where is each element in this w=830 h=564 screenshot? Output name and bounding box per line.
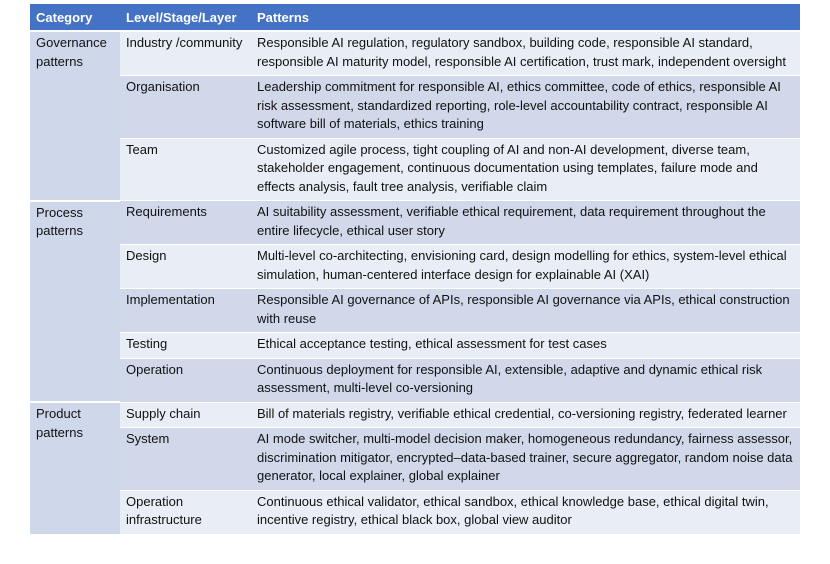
patterns-table <box>30 4 800 534</box>
level-cell: Organisation <box>120 76 251 139</box>
patterns-cell: Continuous ethical validator, ethical sandbox, ethical knowledge base, ethical digital twin, incentive registry, ethical black box, global view auditor <box>251 490 800 534</box>
table-row <box>30 402 800 428</box>
category-product: Product patterns <box>30 402 120 534</box>
table-row <box>30 358 800 402</box>
level-cell: Design <box>120 245 251 289</box>
table-header-row <box>30 4 800 31</box>
level-cell: Requirements <box>120 201 251 245</box>
level-cell: Testing <box>120 333 251 359</box>
table-row <box>30 245 800 289</box>
table-row <box>30 289 800 333</box>
patterns-cell: Continuous deployment for responsible AI, extensible, adaptive and dynamic ethical risk assessment, multi-level co-versioning <box>251 358 800 402</box>
patterns-cell: Bill of materials registry, verifiable ethical credential, co-versioning registry, federated learner <box>251 402 800 428</box>
header-category: Category <box>30 4 120 31</box>
table-row <box>30 138 800 201</box>
table-row <box>30 201 800 245</box>
level-cell: Industry /community <box>120 31 251 76</box>
patterns-cell: Multi-level co-architecting, envisioning card, design modelling for ethics, system-level ethical simulation, human-centered interface design for explainable AI (XAI) <box>251 245 800 289</box>
level-cell: Team <box>120 138 251 201</box>
patterns-cell: AI suitability assessment, verifiable ethical requirement, data requirement throughout the entire lifecycle, ethical user story <box>251 201 800 245</box>
patterns-cell: AI mode switcher, multi-model decision maker, homogeneous redundancy, fairness assessor, discrimination mitigator, encrypted–data-based trainer, secure aggregator, random noise data generator, local explainer, global explainer <box>251 428 800 491</box>
table-row <box>30 428 800 491</box>
level-cell: System <box>120 428 251 491</box>
header-level: Level/Stage/Layer <box>120 4 251 31</box>
table-row <box>30 76 800 139</box>
category-governance: Governance patterns <box>30 31 120 201</box>
header-patterns: Patterns <box>251 4 800 31</box>
patterns-cell: Ethical acceptance testing, ethical assessment for test cases <box>251 333 800 359</box>
level-cell: Operation infrastructure <box>120 490 251 534</box>
patterns-cell: Leadership commitment for responsible AI, ethics committee, code of ethics, responsible AI risk assessment, standardized reporting, role-level accountability contract, responsible AI software bill of materials, ethics training <box>251 76 800 139</box>
level-cell: Operation <box>120 358 251 402</box>
patterns-cell: Responsible AI governance of APIs, responsible AI governance via APIs, ethical construction with reuse <box>251 289 800 333</box>
table-row <box>30 31 800 76</box>
patterns-cell: Customized agile process, tight coupling of AI and non-AI development, diverse team, stakeholder engagement, continuous documentation using templates, failure mode and effects analysis, fault tree analysis, verifiable claim <box>251 138 800 201</box>
patterns-table-container <box>30 4 800 534</box>
patterns-cell: Responsible AI regulation, regulatory sandbox, building code, responsible AI standard, responsible AI maturity model, responsible AI certification, trust mark, independent oversight <box>251 31 800 76</box>
table-row <box>30 333 800 359</box>
table-row <box>30 490 800 534</box>
level-cell: Implementation <box>120 289 251 333</box>
level-cell: Supply chain <box>120 402 251 428</box>
category-process: Process patterns <box>30 201 120 403</box>
